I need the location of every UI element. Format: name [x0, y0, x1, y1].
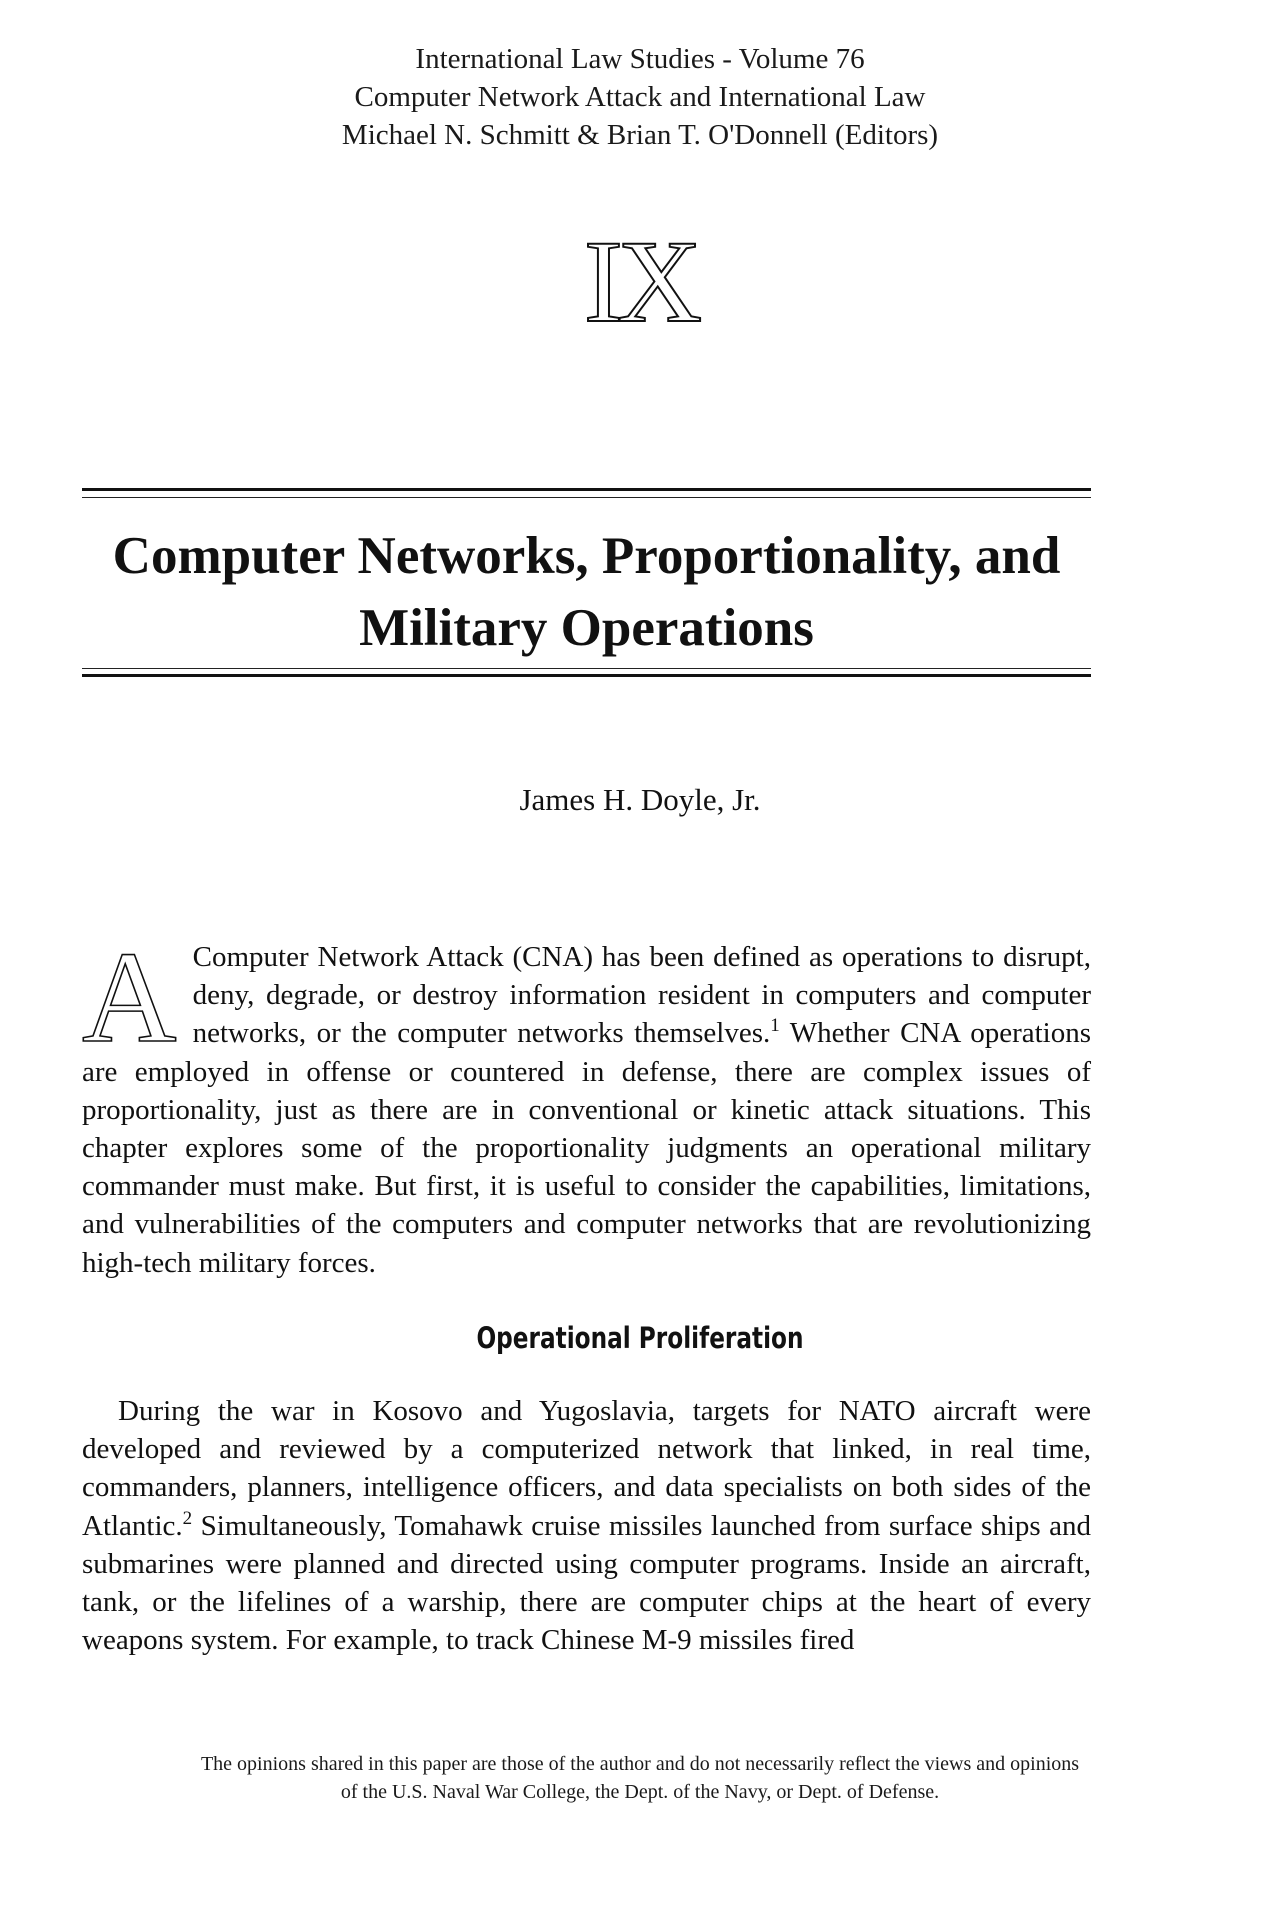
section-text-part-1: During the war in Kosovo and Yugoslavia, targets for NATO aircraft were developed and reviewed by a computerized network that linked, in real time, commanders, planners, intelligence officers, and data specialists on both sides of the Atlantic.	[82, 1395, 1091, 1542]
section-heading: Operational Proliferation	[476, 1321, 804, 1355]
volume-title: Computer Network Attack and International Law	[354, 81, 926, 113]
author-name: James H. Doyle, Jr.	[519, 782, 761, 817]
footnote-ref-1[interactable]: 1	[770, 1015, 780, 1037]
series-title: International Law Studies - Volume 76	[415, 43, 865, 75]
chapter-title	[82, 520, 1091, 664]
editors-line: Michael N. Schmitt & Brian T. O'Donnell (Editors)	[341, 119, 939, 151]
chapter-title-line-2: Military Operations	[359, 599, 814, 657]
intro-text-part-2: Whether CNA operations are employed in offense or countered in defense, there are complex issues of proportionality, just as there are in conventional or kinetic attack situations. This chapter explores some of the proportionality judgments an operational military commander must make. But first, it is useful to consider the capabilities, limitations, and vulnerabilities of the computers and computer networks that are revolutionizing high-tech military forces.	[82, 1017, 1092, 1279]
section-paragraph	[82, 1392, 1091, 1659]
footnote-ref-2[interactable]: 2	[182, 1507, 193, 1529]
disclaimer-line-1: The opinions shared in this paper are those of the author and do not necessarily reflect the views and opinions	[200, 1753, 1080, 1775]
title-rule-bottom-thin	[82, 668, 1091, 669]
title-rule-top	[82, 488, 1091, 491]
title-rule-bottom	[82, 674, 1091, 677]
chapter-number: IX	[583, 216, 697, 347]
drop-cap: A	[82, 925, 177, 1070]
disclaimer-footer	[60, 1750, 1220, 1806]
section-text-part-2: Simultaneously, Tomahawk cruise missiles launched from surface ships and submarines were planned and directed using computer programs. Inside an aircraft, tank, or the lifelines of a warship, there are computer chips at the heart of every weapons system. For example, to track Chinese M-9 missiles fired	[82, 1509, 1091, 1657]
title-rule-top-thin	[82, 497, 1091, 498]
chapter-title-line-1: Computer Networks, Proportionality, and	[112, 527, 1061, 585]
disclaimer-line-2: of the U.S. Naval War College, the Dept. of the Navy, or Dept. of Defense.	[340, 1781, 940, 1803]
running-header	[0, 40, 1280, 154]
intro-text-part-1: Computer Network Attack (CNA) has been defined as operations to disrupt, deny, degrade, or destroy information resident in computers and computer networks, or the computer networks themselves.	[192, 941, 1091, 1050]
intro-paragraph	[82, 925, 1092, 1282]
